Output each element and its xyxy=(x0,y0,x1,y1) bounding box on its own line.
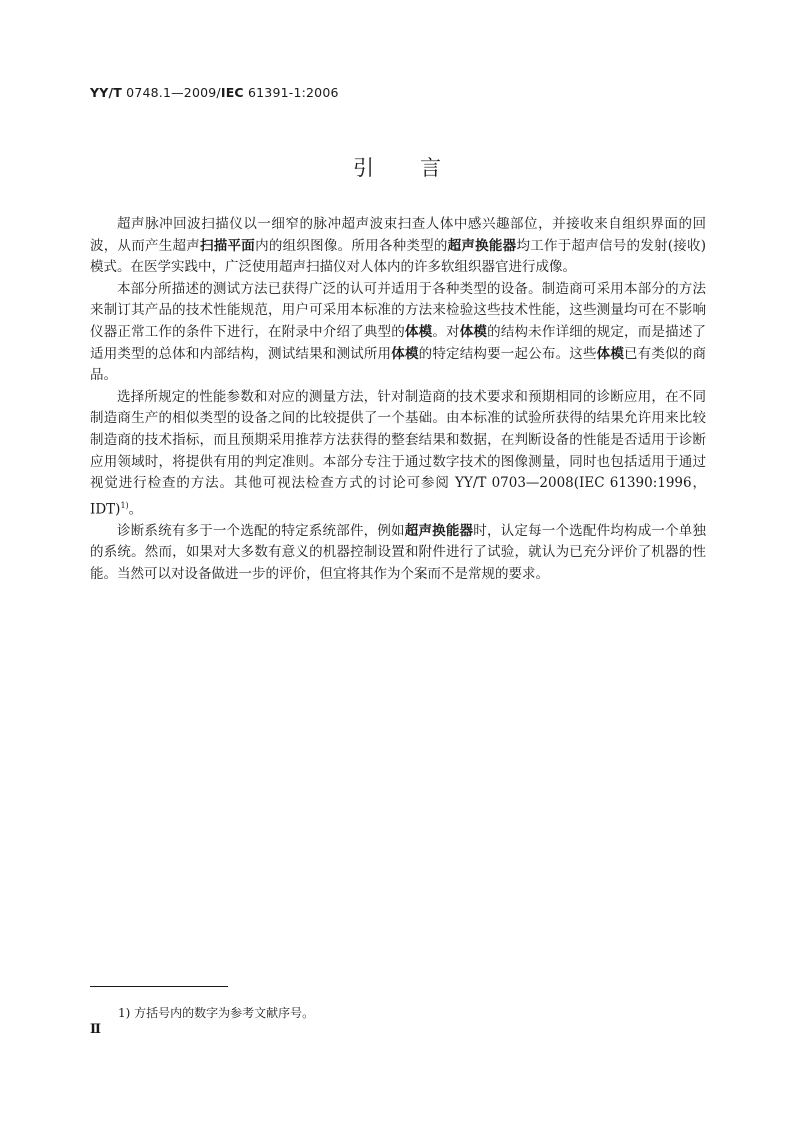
header-std-prefix: YY/T xyxy=(90,85,122,100)
text-run: 超声脉冲回波扫描仪以一细窄的脉冲超声波束扫查人体中感兴趣部位，并接收来自组织界面的回波，从而产生超声 xyxy=(90,216,706,254)
title-char-1: 引 xyxy=(353,156,374,180)
text-run: 的特定结构要一起公布。这些 xyxy=(418,345,597,362)
paragraph-3 xyxy=(90,387,706,521)
paragraph-1 xyxy=(90,214,706,279)
text-run: 的结构未作详细的规定，而是描述了适用类型的总体和内部结构，测试结果和测试所用 xyxy=(90,323,707,362)
text-run: 选择所规定的性能参数和对应的测量方法，针对制造商的技术要求和预期相同的诊断应用，在不同制造商生产的相似类型的设备之间的比较提供了一个基础。由本标准的试验所获得的结果允许用来比较制造商的技术指标，而且预期采用推荐方法获得的整套结果和数据，在判断设备的性能是否适用于诊断应用领域时，将提供有用的判定准则。本部分专注于通过数字技术的图像测量，同时也包括适用于通过视觉进行检查的方法。其他可视法检查方式的讨论可参阅 YY/T 0703—2008(IEC 61390:1996，IDT) xyxy=(90,388,706,518)
body-text xyxy=(90,214,706,586)
text-run: 。对 xyxy=(432,323,460,340)
term-phantom: 体模 xyxy=(459,323,488,340)
paragraph-2 xyxy=(90,279,706,387)
text-run: 内的组织图像。所用各种类型的 xyxy=(255,237,448,254)
footnote-rule xyxy=(90,986,228,987)
page-title xyxy=(0,152,794,182)
paragraph-4 xyxy=(90,521,706,586)
page-number: Ⅱ xyxy=(90,1022,101,1037)
term-transducer: 超声换能器 xyxy=(447,237,517,254)
header-std-number: 0748.1—2009/ xyxy=(122,85,221,100)
text-run: 诊断系统有多于一个选配的特定系统部件，例如 xyxy=(117,522,405,539)
text-run: 时，认定每一个选配件均构成一个单独的系统。然而，如果对大多数有意义的机器控制设置和附件进行了试验，就认为已充分评价了机器的性能。当然可以对设备做进一步的评价，但宜将其作为个案而不是常规的要求。 xyxy=(90,522,707,582)
header-iec-prefix: IEC xyxy=(220,85,244,100)
text-run: 均工作于超声信号的发射(接收)模式。在医学实践中，广泛使用超声扫描仪对人体内的许多软组织器官进行成像。 xyxy=(90,237,707,276)
text-run: 。 xyxy=(128,501,143,518)
footnote: 1) 方括号内的数字为参考文献序号。 xyxy=(118,1006,315,1020)
header-iec-number: 61391-1:2006 xyxy=(243,85,339,100)
text-run: 本部分所描述的测试方法已获得广泛的认可并适用于各种类型的设备。制造商可采用本部分的方法来制订其产品的技术性能规范，用户可采用本标准的方法来检验这些技术性能，这些测量均可在不影响仪器正常工作的条件下进行，在附录中介绍了典型的 xyxy=(90,280,706,340)
text-run: 已有类似的商品。 xyxy=(90,345,707,384)
title-char-2: 言 xyxy=(420,156,441,180)
term-phantom: 体模 xyxy=(391,345,419,362)
term-scan-plane: 扫描平面 xyxy=(200,237,256,254)
footnote-ref: 1) xyxy=(120,500,129,510)
document-header xyxy=(90,85,339,100)
term-transducer: 超声换能器 xyxy=(404,522,474,539)
term-phantom: 体模 xyxy=(404,323,433,340)
term-phantom: 体模 xyxy=(596,345,625,362)
